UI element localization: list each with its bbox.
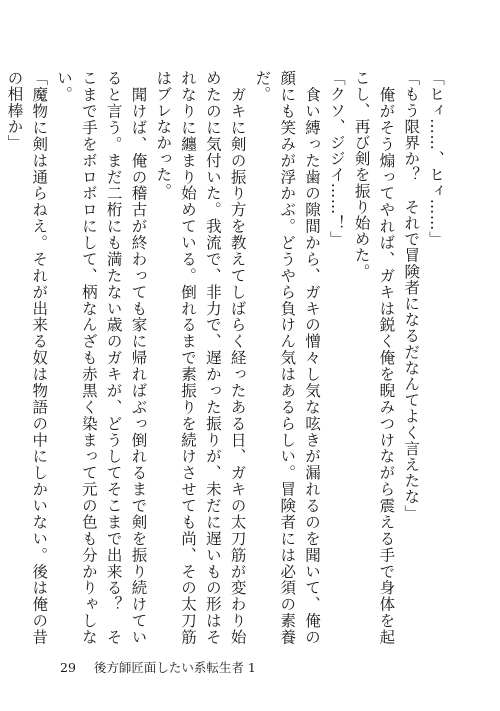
- page-footer: [60, 658, 256, 676]
- text-line: 「もう限界か？ それで冒険者になるだなんてよく言えたな」: [402, 70, 421, 521]
- text-line: 食い縛った歯の隙間から、ガキの憎々し気な呟きが漏れるのを聞いて、俺の顔にも笑みが浮かぶ。どうやら負けん気はあるらしい。冒険者には必須の素養だ。: [253, 70, 322, 645]
- page-number: 29: [60, 660, 76, 675]
- text-line: 「ヒィ……、ヒィ……」: [427, 70, 445, 248]
- text-line: ガキに剣の振り方を教えてしばらく経ったある日、ガキの太刀筋が変わり始めたのに気付いた。我流で、非力で、遅かった振りが、未だに遅いもの形はそれなりに纏まり始めている。倒れるまで素振りを続けさせても尚、その太刀筋はブレなかった。: [154, 70, 247, 645]
- text-line: 「魔物に剣は通らねえ。それが出来る奴は物語の中にしかいない。後は俺の昔の相棒か」: [5, 70, 49, 645]
- novel-text-block: [5, 70, 448, 645]
- text-line: [0, 70, 2, 645]
- text-line: 俺がそう煽ってやれば、ガキは鋭く俺を睨みつけながら震える手で身体を起こし、再び剣を振り始めた。: [352, 70, 396, 645]
- book-title: 後方師匠面したい系転生者 1: [93, 660, 256, 675]
- text-line: 聞けば、俺の稽古が終わっても家に帰ればぶっ倒れるまで剣を振り続けていると言う。まだ二桁にも満たない歳のガキが、どうしてそこまで出来る？ そこまで手をボロボロにして、柄なんざも赤黒く染まって元の色も分かりゃしない。: [55, 70, 148, 645]
- text-line: 「クソ、ジジイ……！」: [327, 70, 346, 248]
